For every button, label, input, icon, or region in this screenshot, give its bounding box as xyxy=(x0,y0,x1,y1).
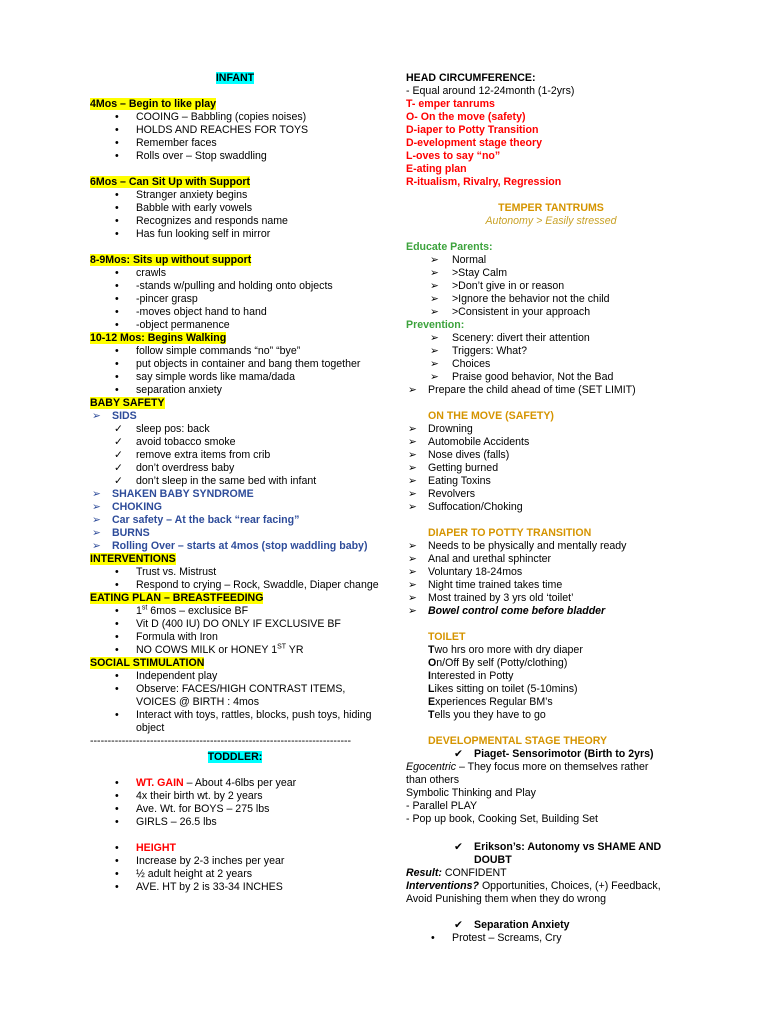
head-circumference-title: HEAD CIRCUMFERENCE: xyxy=(406,72,536,84)
list-item: ➢ Prepare the child ahead of time (SET LIMIT) xyxy=(406,384,696,397)
list-item: • Recognizes and responds name xyxy=(90,215,380,228)
acronym-line: D-iaper to Potty Transition xyxy=(406,124,539,136)
list-item: • Babble with early vowels xyxy=(90,202,380,215)
list-item: ➢ Nose dives (falls) xyxy=(406,449,696,462)
list-item: • separation anxiety xyxy=(90,384,380,397)
list-item: • Trust vs. Mistrust xyxy=(90,566,380,579)
list-item: • GIRLS – 26.5 lbs xyxy=(90,816,380,829)
check-item: ✓ don’t overdress baby xyxy=(90,462,380,475)
baby-safety-title: BABY SAFETY xyxy=(90,397,165,409)
egocentric-line: Egocentric – They focus more on themselves rather than others xyxy=(406,761,649,786)
list-item: • follow simple commands “no” “bye” xyxy=(90,345,380,358)
list-item: • ½ adult height at 2 years xyxy=(90,868,380,881)
list-item: ➢ Revolvers xyxy=(406,488,696,501)
dev-line: - Parallel PLAY xyxy=(406,800,478,812)
on-the-move-title: ON THE MOVE (SAFETY) xyxy=(428,410,554,422)
acronym-line: T- emper tanrums xyxy=(406,98,495,110)
list-item: ➢ Voluntary 18-24mos xyxy=(406,566,696,579)
list-item: • Protest – Screams, Cry xyxy=(406,932,696,945)
toilet-acronym xyxy=(406,644,696,722)
list-item: • 1st 6mos – exclusice BF xyxy=(90,605,380,618)
eating-plan-title: EATING PLAN – BREASTFEEDING xyxy=(90,592,264,604)
left-column xyxy=(90,72,380,894)
height-item xyxy=(90,842,380,855)
section-10-12mos-title: 10-12 Mos: Begins Walking xyxy=(90,332,227,344)
list-item: • Increase by 2-3 inches per year xyxy=(90,855,380,868)
list-item: ➢ Most trained by 3 yrs old ‘toilet’ xyxy=(406,592,696,605)
list-item: • Interact with toys, rattles, blocks, push toys, hiding object xyxy=(90,709,380,735)
list-item: ➢ Getting burned xyxy=(406,462,696,475)
toilet-line: On/Off By self (Potty/clothing) xyxy=(428,657,568,669)
piaget-heading: ✔ Piaget- Sensorimotor (Birth to 2yrs) xyxy=(406,748,696,761)
list-item: ➢ >Stay Calm xyxy=(406,267,696,280)
list-item: • -stands w/pulling and holding onto objects xyxy=(90,280,380,293)
wt-gain-item: • WT. GAIN – About 4-6lbs per year xyxy=(90,777,380,790)
bowel-control-item: ➢ Bowel control come before bladder xyxy=(406,605,696,618)
check-item: ✓ avoid tobacco smoke xyxy=(90,436,380,449)
acronym-line: R-itualism, Rivalry, Regression xyxy=(406,176,562,188)
section-6mos-title: 6Mos – Can Sit Up with Support xyxy=(90,176,251,188)
list-item: • AVE. HT by 2 is 33-34 INCHES xyxy=(90,881,380,894)
head-circumference-line: - Equal around 12-24month (1-2yrs) xyxy=(406,85,575,97)
separation-anxiety-heading: ✔ Separation Anxiety xyxy=(406,919,696,932)
educate-parents-heading: Educate Parents: xyxy=(406,241,493,253)
list-item: ➢ >Consistent in your approach xyxy=(406,306,696,319)
acronym-line: E-ating plan xyxy=(406,163,467,175)
list-item: ➢ Night time trained takes time xyxy=(406,579,696,592)
toilet-line: Interested in Potty xyxy=(428,670,514,682)
list-item: • Vit D (400 IU) DO ONLY IF EXCLUSIVE BF xyxy=(90,618,380,631)
list-item: ➢ Automobile Accidents xyxy=(406,436,696,449)
car-safety-heading: ➢ Car safety – At the back “rear facing” xyxy=(90,514,380,527)
list-item: • Formula with Iron xyxy=(90,631,380,644)
list-item: ➢ Praise good behavior, Not the Bad xyxy=(406,371,696,384)
sids-heading: ➢ SIDS xyxy=(90,410,380,423)
social-stimulation-title: SOCIAL STIMULATION xyxy=(90,657,205,669)
list-item: ➢ Eating Toxins xyxy=(406,475,696,488)
list-item: • Observe: FACES/HIGH CONTRAST ITEMS, VOICES @ BIRTH : 4mos xyxy=(90,683,380,709)
list-item: ➢ Drowning xyxy=(406,423,696,436)
toddler-heading-row xyxy=(90,751,380,764)
temper-tantrums-subtitle: Autonomy > Easily stressed xyxy=(485,215,617,227)
erikson-heading: ✔ Erikson’s: Autonomy vs SHAME AND DOUBT xyxy=(406,841,664,867)
toilet-line: Experiences Regular BM’s xyxy=(428,696,553,708)
list-item: • Independent play xyxy=(90,670,380,683)
interventions-line: Interventions? Opportunities, Choices, (+) Feedback, Avoid Punishing them when they do wrong xyxy=(406,880,661,905)
shaken-baby-heading: ➢ SHAKEN BABY SYNDROME xyxy=(90,488,380,501)
toilet-line: Two hrs oro more with dry diaper xyxy=(428,644,583,656)
interventions-title: INTERVENTIONS xyxy=(90,553,176,565)
list-item: • crawls xyxy=(90,267,380,280)
list-item: ➢ Anal and urethal sphincter xyxy=(406,553,696,566)
dev-line: Symbolic Thinking and Play xyxy=(406,787,536,799)
infant-heading-row xyxy=(90,72,380,85)
infant-title: INFANT xyxy=(215,72,255,84)
list-item: • 4x their birth wt. by 2 years xyxy=(90,790,380,803)
check-item: ✓ don’t sleep in the same bed with infant xyxy=(90,475,380,488)
list-item: • -pincer grasp xyxy=(90,293,380,306)
toddler-title: TODDLER: xyxy=(207,751,263,763)
list-item: ➢ Normal xyxy=(406,254,696,267)
list-item: ➢ Choices xyxy=(406,358,696,371)
acronym-line: D-evelopment stage theory xyxy=(406,137,542,149)
temper-tantrums-title: TEMPER TANTRUMS xyxy=(498,202,604,214)
list-item: • Has fun looking self in mirror xyxy=(90,228,380,241)
list-item: ➢ Scenery: divert their attention xyxy=(406,332,696,345)
right-column xyxy=(406,72,696,945)
list-item: • Ave. Wt. for BOYS – 275 lbs xyxy=(90,803,380,816)
check-item: ✓ remove extra items from crib xyxy=(90,449,380,462)
list-item: • -object permanence xyxy=(90,319,380,332)
result-line: Result: CONFIDENT xyxy=(406,867,507,879)
dev-line: - Pop up book, Cooking Set, Building Set xyxy=(406,813,598,825)
list-item: • Remember faces xyxy=(90,137,380,150)
list-item: ➢ Triggers: What? xyxy=(406,345,696,358)
list-item: • Respond to crying – Rock, Swaddle, Diaper change xyxy=(90,579,380,592)
list-item: • HOLDS AND REACHES FOR TOYS xyxy=(90,124,380,137)
list-item: • Rolls over – Stop swaddling xyxy=(90,150,380,163)
toilet-line: Tells you they have to go xyxy=(428,709,546,721)
check-item: ✓ sleep pos: back xyxy=(90,423,380,436)
toilet-line: Likes sitting on toilet (5-10mins) xyxy=(428,683,578,695)
list-item: • put objects in container and bang them together xyxy=(90,358,380,371)
height-label: HEIGHT xyxy=(136,842,177,854)
toilet-title: TOILET xyxy=(428,631,466,643)
acronym-line: L-oves to say “no” xyxy=(406,150,501,162)
choking-heading: ➢ CHOKING xyxy=(90,501,380,514)
section-8-9mos-title: 8-9Mos: Sits up without support xyxy=(90,254,252,266)
list-item: ➢ >Ignore the behavior not the child xyxy=(406,293,696,306)
list-item: • -moves object hand to hand xyxy=(90,306,380,319)
list-item: • Stranger anxiety begins xyxy=(90,189,380,202)
list-item: • say simple words like mama/dada xyxy=(90,371,380,384)
list-item: • COOING – Babbling (copies noises) xyxy=(90,111,380,124)
list-item: • NO COWS MILK or HONEY 1ST YR xyxy=(90,644,380,657)
list-item: ➢ Suffocation/Choking xyxy=(406,501,696,514)
wt-gain-label: WT. GAIN xyxy=(136,777,184,789)
prevention-heading: Prevention: xyxy=(406,319,465,331)
list-item: ➢ >Don’t give in or reason xyxy=(406,280,696,293)
acronym-line: O- On the move (safety) xyxy=(406,111,526,123)
section-4mos-title: 4Mos – Begin to like play xyxy=(90,98,216,110)
burns-heading: ➢ BURNS xyxy=(90,527,380,540)
dev-stage-title: DEVELOPMENTAL STAGE THEORY xyxy=(428,735,608,747)
diaper-potty-title: DIAPER TO POTTY TRANSITION xyxy=(428,527,592,539)
list-item: ➢ Needs to be physically and mentally ready xyxy=(406,540,696,553)
section-divider: -------------------------------------------------------------------------- xyxy=(90,735,352,747)
rolling-over-heading: ➢ Rolling Over – starts at 4mos (stop waddling baby) xyxy=(90,540,380,553)
